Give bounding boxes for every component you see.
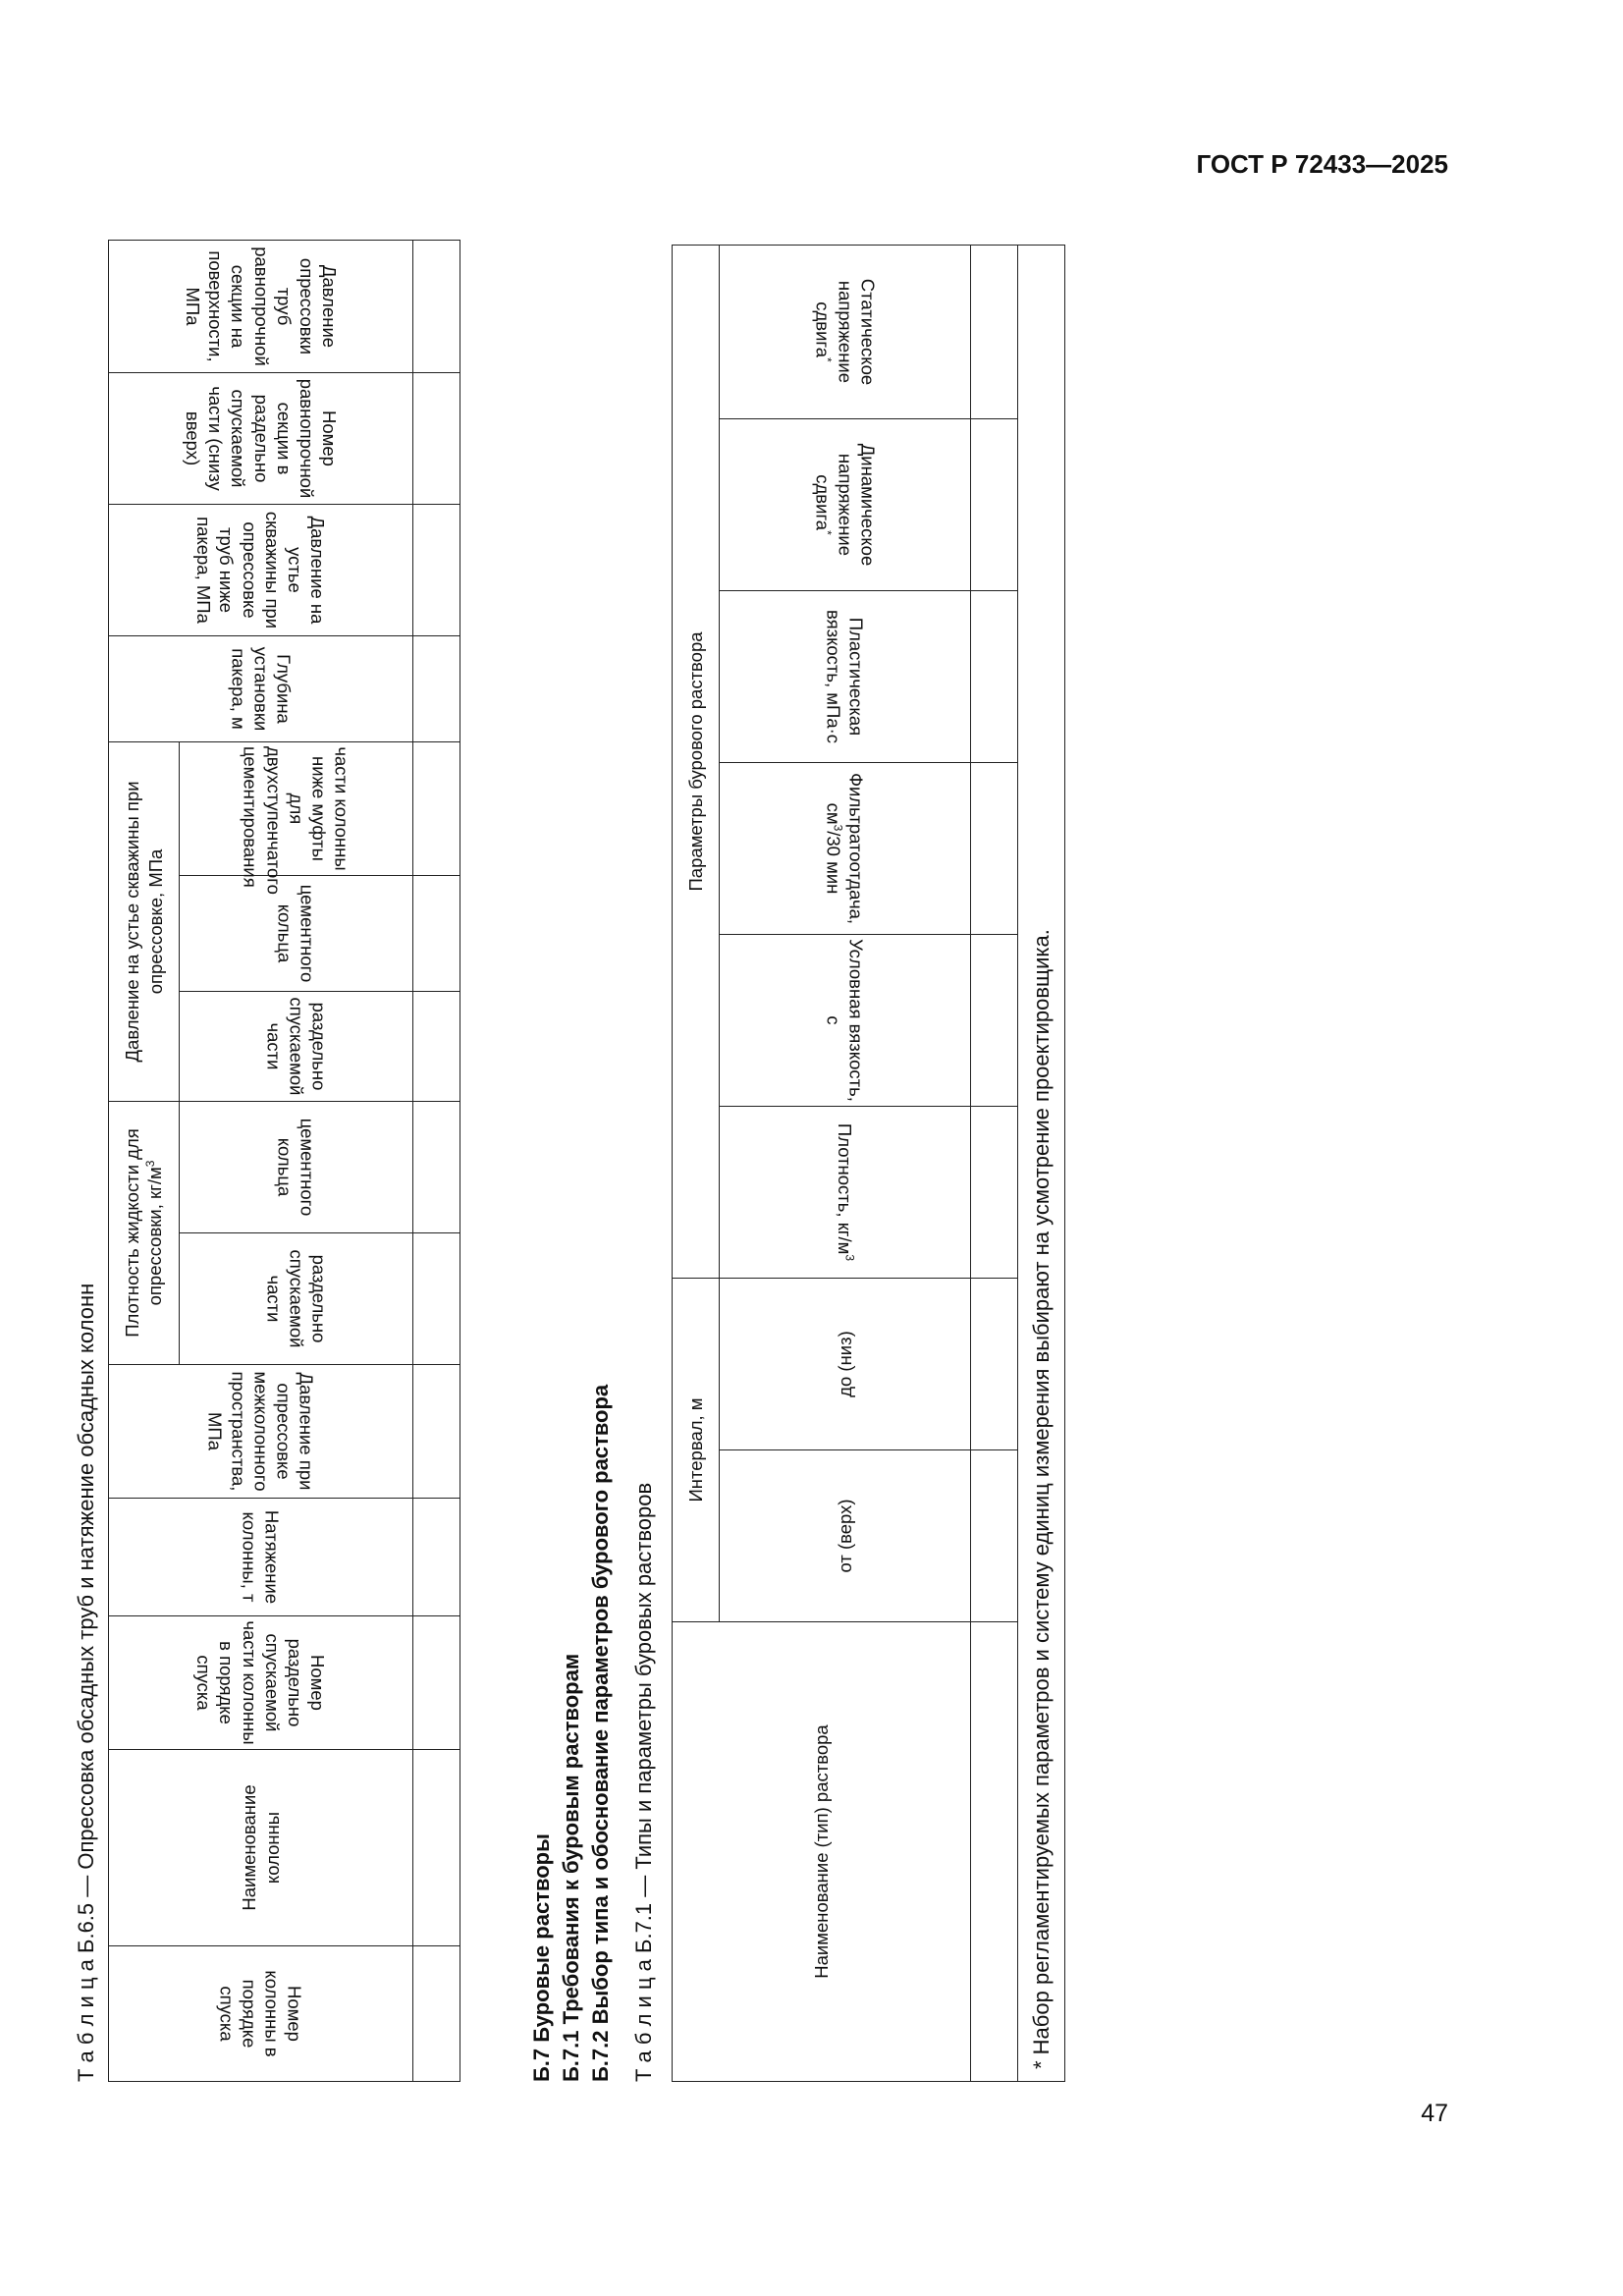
page-number: 47 bbox=[1421, 2100, 1448, 2127]
table-b65-caption: Т а б л и ц а Б.6.5 — Опрессовка обсадных труб и натяжение обсадных колонн bbox=[74, 1283, 98, 2082]
density-cement-ring: цементного кольца bbox=[274, 1118, 318, 1217]
footnote: * Набор регламентируемых параметров и систему единиц измерения выбирают на усмотрение проектировщика. bbox=[1028, 929, 1054, 2069]
col-column-name: Наименование колонны bbox=[239, 1784, 283, 1911]
pressure-part: раздельно спускаемой части bbox=[262, 997, 330, 1096]
table-row bbox=[413, 240, 460, 2081]
param-density: Плотность, $кг/м^3$ bbox=[834, 1122, 857, 1262]
param-filtration: Фильтратоотдача, $см^3/30$ мин bbox=[823, 772, 867, 925]
col-pressure-below-packer: Давление на устье скважины при опрессовке труб ниже пакера, МПа bbox=[193, 511, 328, 629]
interval-from: от (верх) bbox=[834, 1499, 855, 1573]
density-part: раздельно спускаемой части bbox=[262, 1249, 330, 1348]
group-density: Плотность жидкости для опрессовки, $кг/м^3$ bbox=[122, 1128, 166, 1338]
table-row bbox=[971, 245, 1018, 2081]
table-b71 bbox=[672, 245, 1065, 2082]
footnote-row bbox=[1018, 245, 1065, 2081]
param-dynamic-shear: Динамическое напряжение сдвига* bbox=[811, 443, 879, 567]
col-annulus-pressure: Давление при опрессовке межколонного пространства, МПа bbox=[204, 1371, 317, 1492]
standard-designation: ГОСТ Р 72433—2025 bbox=[1196, 149, 1448, 179]
param-plastic-viscosity: Пластическая вязкость, мПа·с bbox=[823, 609, 867, 744]
rotated-content bbox=[74, 236, 1149, 2082]
table-b71-caption: Т а б л и ц а Б.7.1 — Типы и параметры буровых растворов bbox=[631, 1482, 656, 2082]
section-b7: Б.7 Буровые растворы bbox=[529, 1833, 554, 2082]
col-surface-pressure: Давление опрессовки труб равнопрочной секции на поверхности, МПа bbox=[182, 246, 340, 366]
param-viscosity: Условная вязкость, с bbox=[823, 939, 867, 1102]
col-solution-name: Наименование (тип) раствора bbox=[810, 1724, 832, 1979]
col-tension: Натяжение колонны, т bbox=[239, 1509, 283, 1605]
pressure-two-stage: части колонны ниже муфты для двухступенчатого цементирования bbox=[240, 745, 352, 895]
col-packer-depth: Глубина установки пакера, м bbox=[227, 646, 295, 732]
group-interval: Интервал, м bbox=[684, 1397, 706, 1503]
table-b65 bbox=[108, 240, 460, 2082]
param-static-shear: Статическое напряжение сдвига* bbox=[811, 278, 879, 386]
section-b72: Б.7.2 Выбор типа и обоснование параметров бурового раствора bbox=[588, 1384, 613, 2082]
interval-to: до (низ) bbox=[834, 1331, 855, 1397]
section-b71: Б.7.1 Требования к буровым растворам bbox=[559, 1653, 583, 2082]
col-column-number: Номер колонны в порядке спуска bbox=[216, 1970, 305, 2057]
col-part-number: Номер раздельно спускаемой части колонны в порядке спуска bbox=[193, 1620, 328, 1745]
col-section-number: Номер равнопрочной секции в раздельно спускаемой части (снизу вверх) bbox=[182, 378, 340, 499]
pressure-cement-ring: цементного кольца bbox=[274, 884, 318, 983]
group-params: Параметры бурового раствора bbox=[684, 631, 706, 892]
group-wellhead-pressure: Давление на устье скважины при опрессовке, МПа bbox=[122, 781, 166, 1063]
